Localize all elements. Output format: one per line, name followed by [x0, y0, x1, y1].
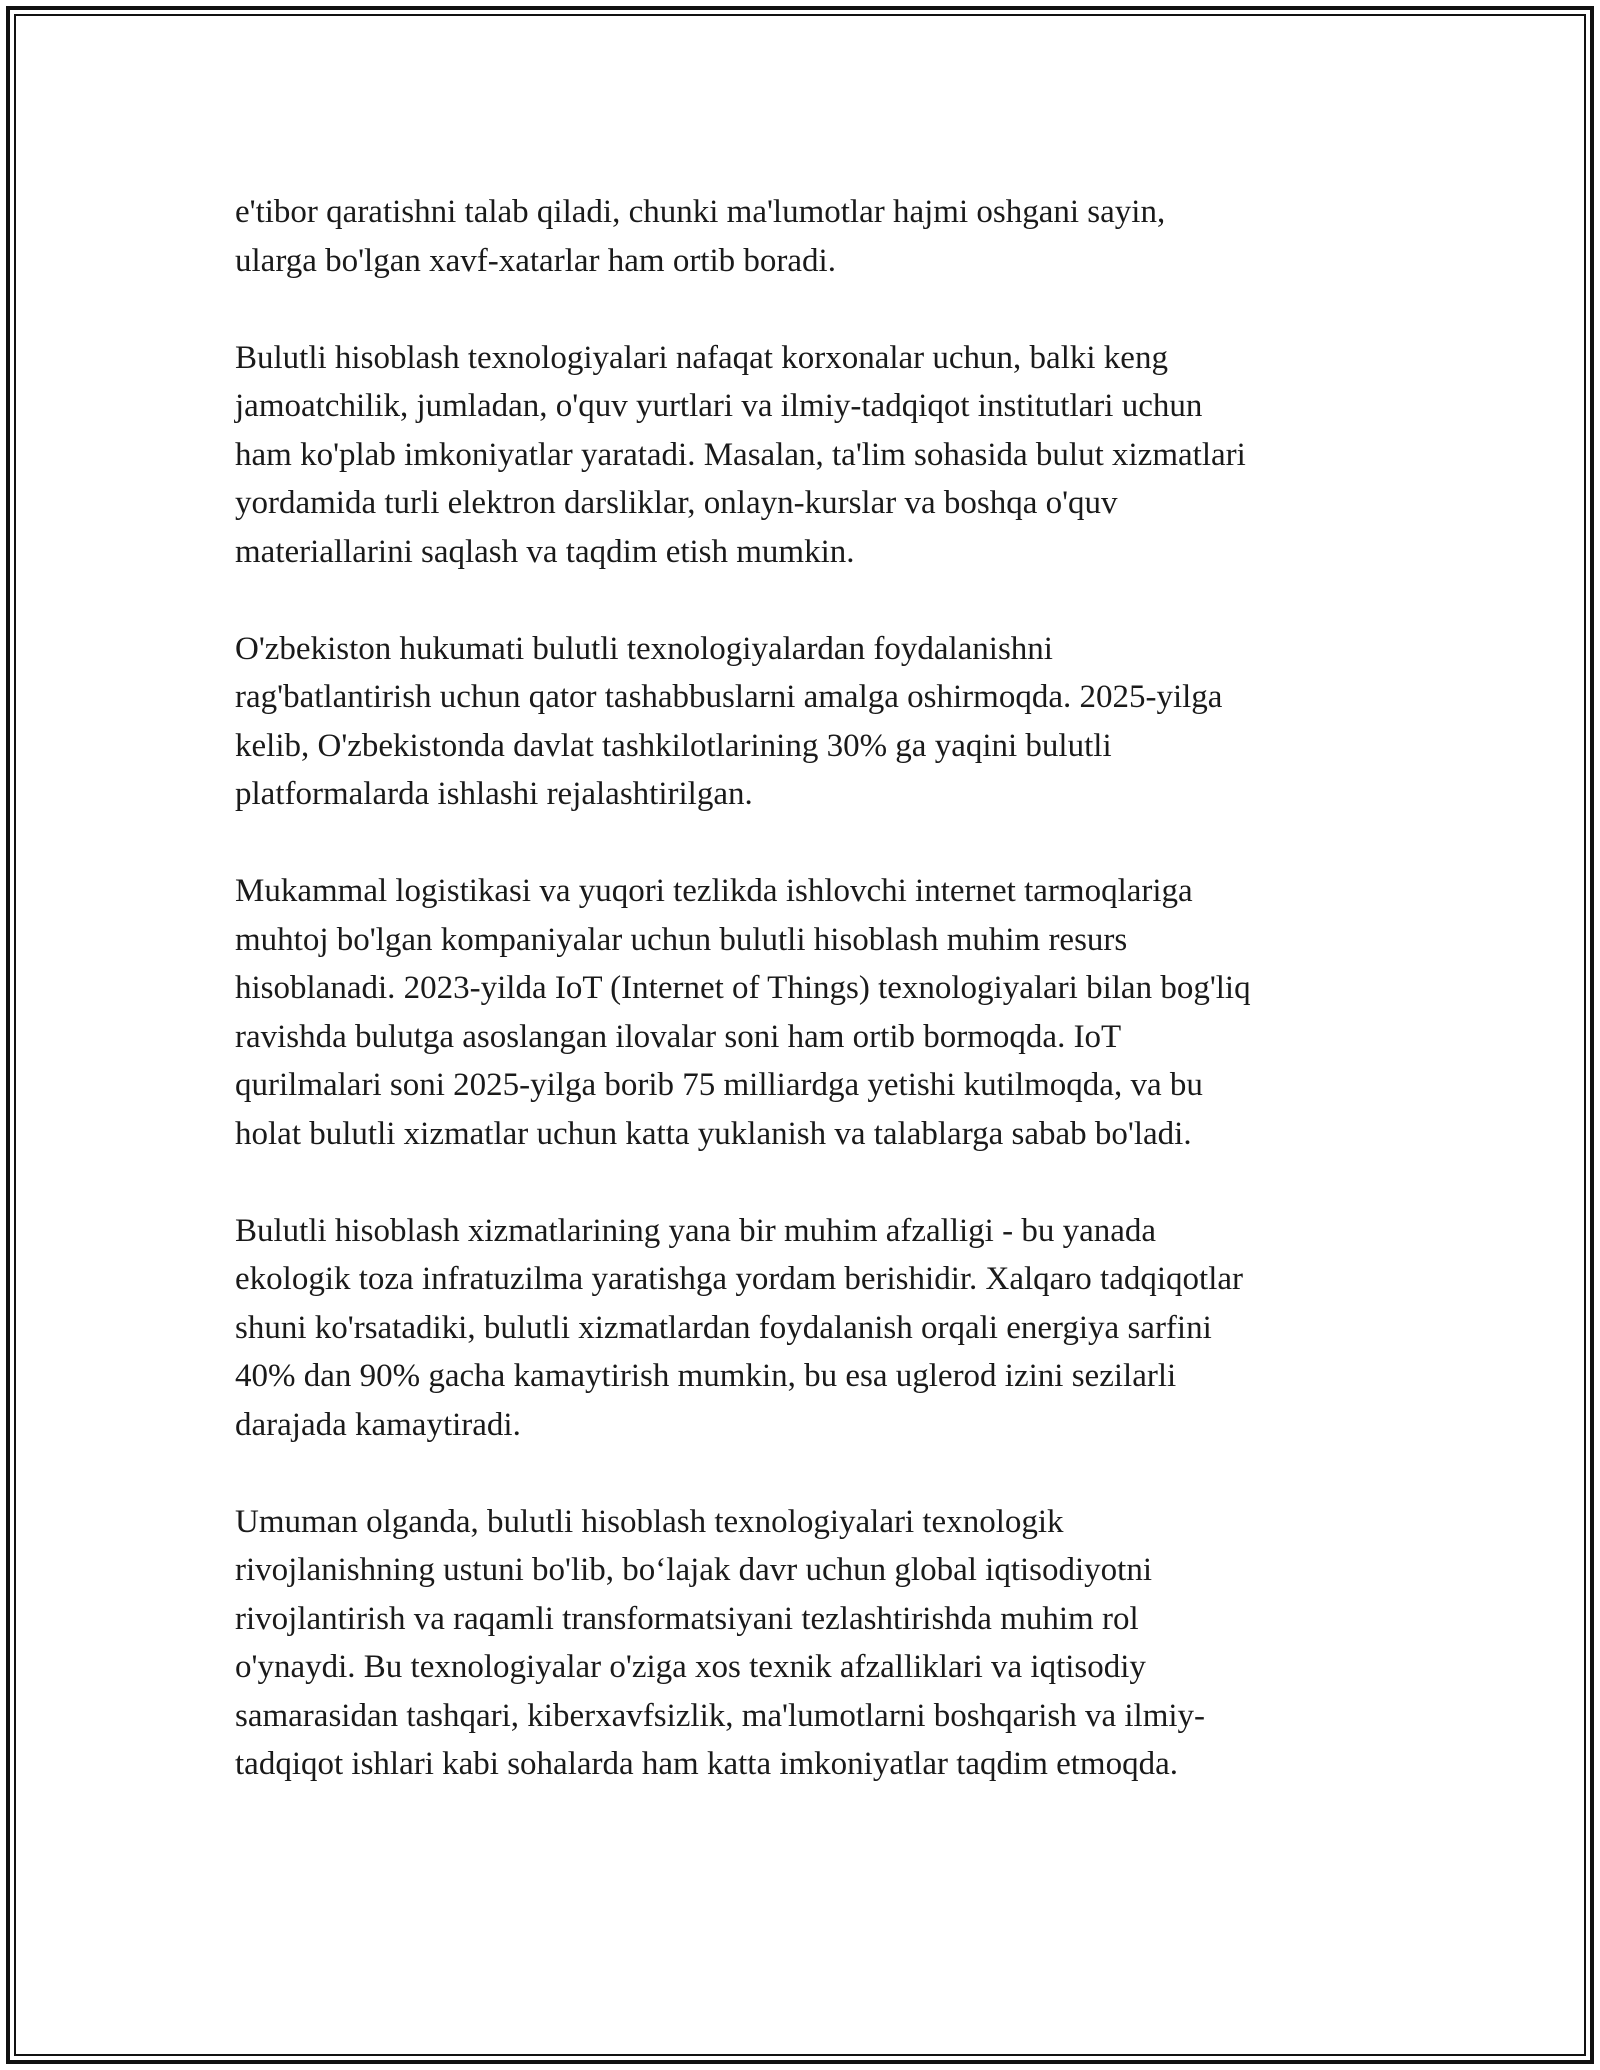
paragraph-1: e'tibor qaratishni talab qiladi, chunki ma'lumotlar hajmi oshgani sayin, ularga bo'lgan xavf-xatarlar ham ortib boradi. [235, 194, 1166, 279]
paragraph-4: Mukammal logistikasi va yuqori tezlikda ishlovchi internet tarmoqlariga muhtoj bo'lgan kompaniyalar uchun bulutli hisoblash muhim resurs hisoblanadi. 2023-yilda IoT (Internet of Things) texnologiyalari bilan bog'liq ravishda bulutga asoslangan ilovalar soni ham ortib bormoqda. IoT qurilmalari soni 2025-yilga borib 75 milliardga yetishi kutilmoqda, va bu holat bulutli xizmatlar uchun katta yuklanish va talablarga sabab bo'ladi. [235, 873, 1251, 1152]
paragraph-2: Bulutli hisoblash texnologiyalari nafaqat korxonalar uchun, balki keng jamoatchilik, jumladan, o'quv yurtlari va ilmiy-tadqiqot institutlari uchun ham ko'plab imkoniyatlar yaratadi. Masalan, ta'lim sohasida bulut xizmatlari yordamida turli elektron darsliklar, onlayn-kurslar va boshqa o'quv materiallarini saqlash va taqdim etish mumkin. [235, 339, 1246, 570]
paragraph-3: O'zbekiston hukumati bulutli texnologiyalardan foydalanishni rag'batlantirish uchun qator tashabbuslarni amalga oshirmoqda. 2025-yilga kelib, O'zbekistonda davlat tashkilotlarining 30% ga yaqini bulutli platformalarda ishlashi rejalashtirilgan. [235, 630, 1223, 812]
paragraph-5: Bulutli hisoblash xizmatlarining yana bir muhim afzalligi - bu yanada ekologik toza infratuzilma yaratishga yordam berishidir. Xalqaro tadqiqotlar shuni ko'rsatadiki, bulutli xizmatlardan foydalanish orqali energiya sarfini 40% dan 90% gacha kamaytirish mumkin, bu esa uglerod izini sezilarli darajada kamaytiradi. [235, 1212, 1244, 1443]
paragraph-6: Umuman olganda, bulutli hisoblash texnologiyalari texnologik rivojlanishning ustuni bo'lib, bo‘lajak davr uchun global iqtisodiyotni rivojlantirish va raqamli transformatsiyani tezlashtirishda muhim rol o'ynaydi. Bu texnologiyalar o'ziga xos texnik afzalliklari va iqtisodiy samarasidan tashqari, kiberxavfsizlik, ma'lumotlarni boshqarish va ilmiy- tadqiqot ishlari kabi sohalarda ham katta imkoniyatlar taqdim etmoqda. [235, 1503, 1206, 1782]
document-body [235, 188, 1375, 1837]
